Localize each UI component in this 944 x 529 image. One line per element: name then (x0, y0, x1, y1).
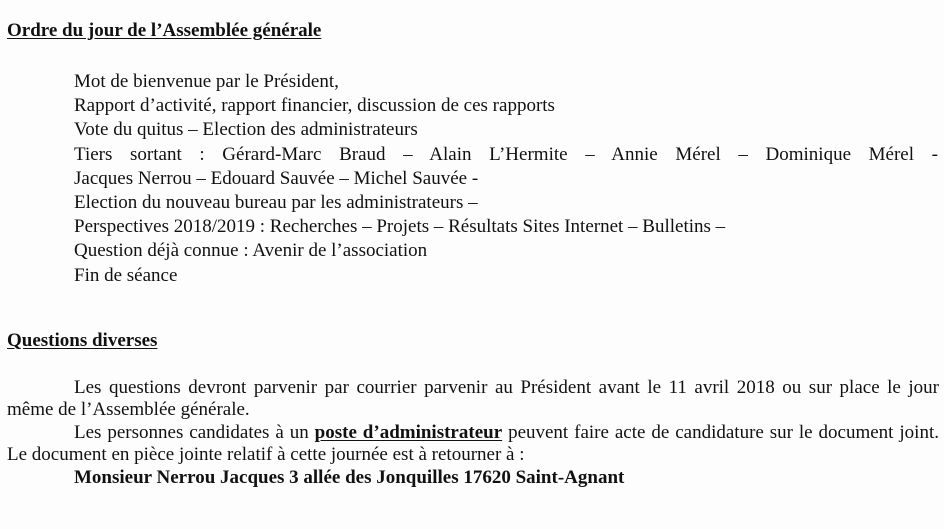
agenda-item-outgoing-third: Tiers sortant : Gérard-Marc Braud – Alain L’Hermite – Annie Mérel – Dominique Mérel - (74, 143, 938, 165)
questions-heading: Questions diverses (7, 330, 158, 351)
agenda-item-perspectives: Perspectives 2018/2019 : Recherches – Projets – Résultats Sites Internet – Bulletins – (74, 216, 726, 238)
questions-section (7, 377, 939, 489)
agenda-list (74, 70, 940, 288)
agenda-item-end: Fin de séance (74, 264, 178, 286)
return-address: Monsieur Nerrou Jacques 3 allée des Jonquilles 17620 Saint-Agnant (74, 466, 625, 488)
agenda-item-reports: Rapport d’activité, rapport financier, discussion de ces rapports (74, 95, 555, 117)
agenda-item-bureau-election: Election du nouveau bureau par les administrateurs – (74, 192, 478, 214)
agenda-heading: Ordre du jour de l’Assemblée générale (7, 20, 322, 41)
candidates-text-end: peuvent faire acte de candidature sur le document joint. Le document en pièce jointe relatif à cette journée est à retourner à : (7, 421, 939, 466)
administrator-post-emphasis: poste d’administrateur (314, 421, 503, 443)
questions-paragraph: Les questions devront parvenir par courrier parvenir au Président avant le 11 avril 2018 ou sur place le jour même de l’Assemblée générale. (7, 377, 939, 421)
candidates-paragraph (7, 422, 939, 467)
agenda-item-welcome: Mot de bienvenue par le Président, (74, 71, 339, 92)
agenda-item-outgoing-third-continued: Jacques Nerrou – Edouard Sauvée – Michel Sauvée - (74, 167, 479, 189)
agenda-item-known-question: Question déjà connue : Avenir de l’association (74, 240, 428, 262)
candidates-text-start: Les personnes candidates à un (74, 421, 315, 443)
agenda-item-vote: Vote du quitus – Election des administrateurs (74, 119, 418, 141)
